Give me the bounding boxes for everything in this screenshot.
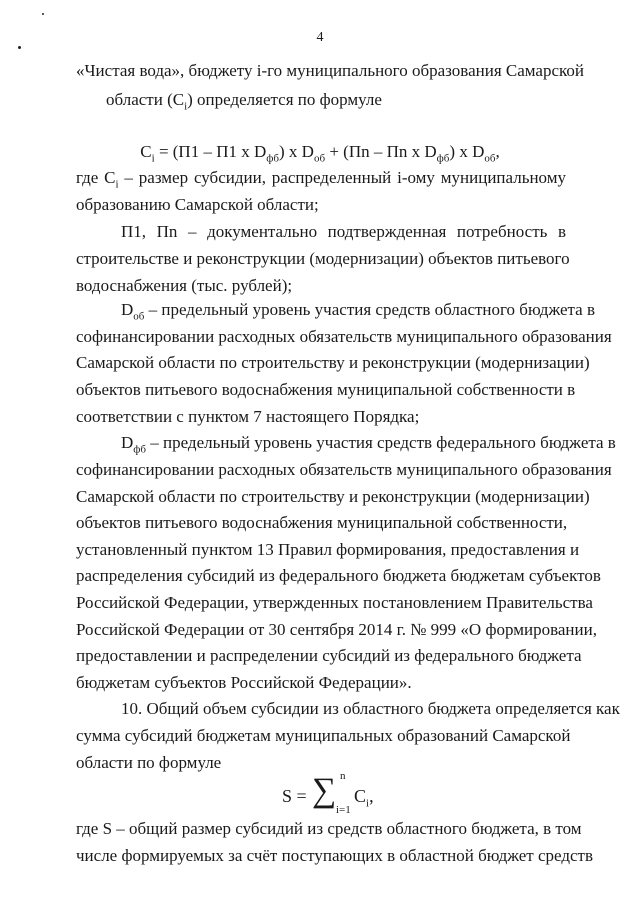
text-line: области по формуле: [76, 753, 222, 772]
text-line: Российской Федерации, утвержденных постановлением Правительства: [76, 593, 593, 612]
text-line: $D_{фб}$ – предельный уровень участия средств федерального бюджета в: [121, 433, 616, 456]
text-line: числе формируемых за счёт поступающих в областной бюджет средств: [76, 846, 594, 865]
text-line: Самарской области по строительству и реконструкции (модернизации): [76, 487, 590, 506]
text-line: установленный пунктом 13 Правил формирования, предоставления и: [76, 540, 580, 559]
text-line: распределения субсидий из федерального бюджета бюджетам субъектов: [76, 566, 601, 585]
text-line: объектов питьевого водоснабжения муниципальной собственности,: [76, 513, 568, 532]
formula-sum: [282, 772, 402, 818]
text-line: соответствии с пунктом 7 настоящего Порядка;: [76, 407, 420, 426]
page-number: 4: [316, 30, 324, 45]
text-line: бюджетам субъектов Российской Федерации».: [76, 673, 412, 692]
text-line: сумма субсидий бюджетам муниципальных образований Самарской: [76, 726, 571, 745]
text-line: софинансировании расходных обязательств муниципального образования: [76, 327, 612, 346]
text-line: строительстве и реконструкции (модернизации) объектов питьевого: [76, 249, 570, 268]
text-line: области $(C_i)$ определяется по формуле: [106, 90, 382, 113]
text-line: софинансировании расходных обязательств муниципального образования: [76, 460, 612, 479]
text-line: водоснабжения (тыс. рублей);: [76, 276, 293, 295]
text-line: образованию Самарской области;: [76, 195, 319, 214]
sum-lower-limit: i=1: [336, 804, 351, 816]
text-line: предоставлении и распределении субсидий из федерального бюджета: [76, 646, 582, 665]
scan-mark: [42, 13, 44, 15]
sigma-symbol: ∑: [312, 772, 337, 809]
text-line: объектов питьевого водоснабжения муниципальной собственности в: [76, 380, 576, 399]
sum-upper-limit: n: [340, 770, 346, 782]
formula-term: $C_i$,: [354, 786, 374, 810]
text-line: 10. Общий объем субсидии из областного бюджета определяется как: [121, 699, 620, 718]
scan-mark: [18, 46, 21, 49]
text-line: Российской Федерации от 30 сентября 2014 г. № 999 «О формировании,: [76, 620, 597, 639]
formula-ci: $C_i = (П1 - П1$ x $D_{фб}$) x $D_{об} + (Пn$ – Пn x $D_{фб}$) x $D_{об}$,: [140, 142, 500, 165]
text-line: где $C_i$ – размер субсидии, распределенный i-ому муниципальному: [76, 168, 566, 191]
text-line: «Чистая вода», бюджету i-го муниципального образования Самарской: [76, 61, 585, 80]
text-line: где S – общий размер субсидий из средств областного бюджета, в том: [76, 819, 582, 838]
text-line: П1, Пn – документально подтвержденная потребность в: [121, 222, 566, 241]
formula-lhs: S =: [282, 786, 307, 806]
text-line: $D_{об}$ – предельный уровень участия средств областного бюджета в: [121, 300, 595, 323]
text-line: Самарской области по строительству и реконструкции (модернизации): [76, 353, 590, 372]
